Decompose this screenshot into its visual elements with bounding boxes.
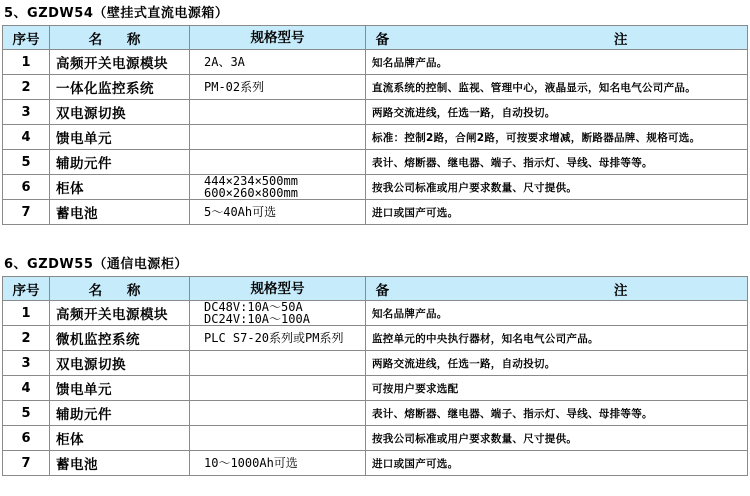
header-spec: 规格型号 xyxy=(190,277,366,301)
section-title-gzdw54: 5、GZDW54（壁挂式直流电源箱） xyxy=(4,6,229,21)
spec-line: 444×234×500mm xyxy=(204,174,298,188)
section-title-gzdw55: 6、GZDW55（通信电源柜） xyxy=(4,257,188,272)
row-spec xyxy=(190,125,366,150)
table-header-row xyxy=(3,277,748,301)
spec-line: 5～40Ah可选 xyxy=(204,205,277,219)
row-number: 3 xyxy=(3,351,50,376)
row-spec xyxy=(190,426,366,451)
table-row xyxy=(3,451,748,476)
row-note: 表计、熔断器、继电器、端子、指示灯、导线、母排等等。 xyxy=(366,150,748,175)
table-row xyxy=(3,200,748,225)
spec-line: PM-02系列 xyxy=(204,80,265,94)
header-name: 名 称 xyxy=(50,277,190,301)
row-spec xyxy=(190,50,366,75)
row-name: 双电源切换 xyxy=(50,351,190,376)
row-number: 3 xyxy=(3,100,50,125)
row-note: 表计、熔断器、继电器、端子、指示灯、导线、母排等等。 xyxy=(366,401,748,426)
row-name: 蓄电池 xyxy=(50,200,190,225)
row-spec xyxy=(190,100,366,125)
row-name: 双电源切换 xyxy=(50,100,190,125)
row-spec xyxy=(190,175,366,200)
table-row xyxy=(3,351,748,376)
row-note: 直流系统的控制、监视、管理中心，液晶显示，知名电气公司产品。 xyxy=(366,75,748,100)
row-note: 标准：控制2路，合闸2路，可按要求增减，断路器品牌、规格可选。 xyxy=(366,125,748,150)
spec-table-gzdw54 xyxy=(2,25,748,225)
table-row xyxy=(3,75,748,100)
header-no: 序号 xyxy=(3,277,50,301)
spec-line: 600×260×800mm xyxy=(204,186,298,200)
table-row xyxy=(3,150,748,175)
spec-line: PLC S7-20系列或PM系列 xyxy=(204,331,344,345)
row-note: 可按用户要求选配 xyxy=(366,376,748,401)
header-spec: 规格型号 xyxy=(190,26,366,50)
header-note: 备 注 xyxy=(366,277,748,301)
row-note: 知名品牌产品。 xyxy=(366,50,748,75)
row-number: 6 xyxy=(3,426,50,451)
row-spec xyxy=(190,75,366,100)
row-name: 柜体 xyxy=(50,175,190,200)
row-name: 辅助元件 xyxy=(50,150,190,175)
row-spec xyxy=(190,451,366,476)
header-note: 备 注 xyxy=(366,26,748,50)
row-note: 两路交流进线，任选一路，自动投切。 xyxy=(366,351,748,376)
table-row xyxy=(3,100,748,125)
spec-line: 2A、3A xyxy=(204,55,245,69)
row-name: 柜体 xyxy=(50,426,190,451)
header-no: 序号 xyxy=(3,26,50,50)
row-name: 蓄电池 xyxy=(50,451,190,476)
row-name: 高频开关电源模块 xyxy=(50,50,190,75)
table-row xyxy=(3,175,748,200)
table-row xyxy=(3,301,748,326)
row-name: 馈电单元 xyxy=(50,376,190,401)
row-spec xyxy=(190,351,366,376)
row-note: 按我公司标准或用户要求数量、尺寸提供。 xyxy=(366,175,748,200)
row-note: 监控单元的中央执行器材，知名电气公司产品。 xyxy=(366,326,748,351)
row-number: 5 xyxy=(3,150,50,175)
row-name: 馈电单元 xyxy=(50,125,190,150)
table-body xyxy=(3,301,748,476)
table-row xyxy=(3,125,748,150)
row-number: 6 xyxy=(3,175,50,200)
row-number: 2 xyxy=(3,75,50,100)
table-body xyxy=(3,50,748,225)
spec-line: 10～1000Ah可选 xyxy=(204,456,298,470)
row-number: 7 xyxy=(3,451,50,476)
table-row xyxy=(3,50,748,75)
row-name: 微机监控系统 xyxy=(50,326,190,351)
row-note: 按我公司标准或用户要求数量、尺寸提供。 xyxy=(366,426,748,451)
row-note: 进口或国产可选。 xyxy=(366,200,748,225)
table-row xyxy=(3,376,748,401)
row-spec xyxy=(190,200,366,225)
row-number: 4 xyxy=(3,376,50,401)
row-number: 5 xyxy=(3,401,50,426)
row-number: 7 xyxy=(3,200,50,225)
row-number: 4 xyxy=(3,125,50,150)
row-spec xyxy=(190,326,366,351)
header-name: 名 称 xyxy=(50,26,190,50)
row-name: 高频开关电源模块 xyxy=(50,301,190,326)
row-spec xyxy=(190,401,366,426)
row-number: 1 xyxy=(3,301,50,326)
row-spec xyxy=(190,301,366,326)
row-note: 知名品牌产品。 xyxy=(366,301,748,326)
spec-line: DC24V:10A～100A xyxy=(204,312,310,326)
table-header-row xyxy=(3,26,748,50)
row-name: 一体化监控系统 xyxy=(50,75,190,100)
row-name: 辅助元件 xyxy=(50,401,190,426)
row-spec xyxy=(190,150,366,175)
row-number: 2 xyxy=(3,326,50,351)
table-row xyxy=(3,426,748,451)
row-note: 两路交流进线，任选一路，自动投切。 xyxy=(366,100,748,125)
row-note: 进口或国产可选。 xyxy=(366,451,748,476)
spec-table-gzdw55 xyxy=(2,276,748,476)
row-number: 1 xyxy=(3,50,50,75)
row-spec xyxy=(190,376,366,401)
table-row xyxy=(3,401,748,426)
table-row xyxy=(3,326,748,351)
spec-line: DC48V:10A～50A xyxy=(204,300,303,314)
